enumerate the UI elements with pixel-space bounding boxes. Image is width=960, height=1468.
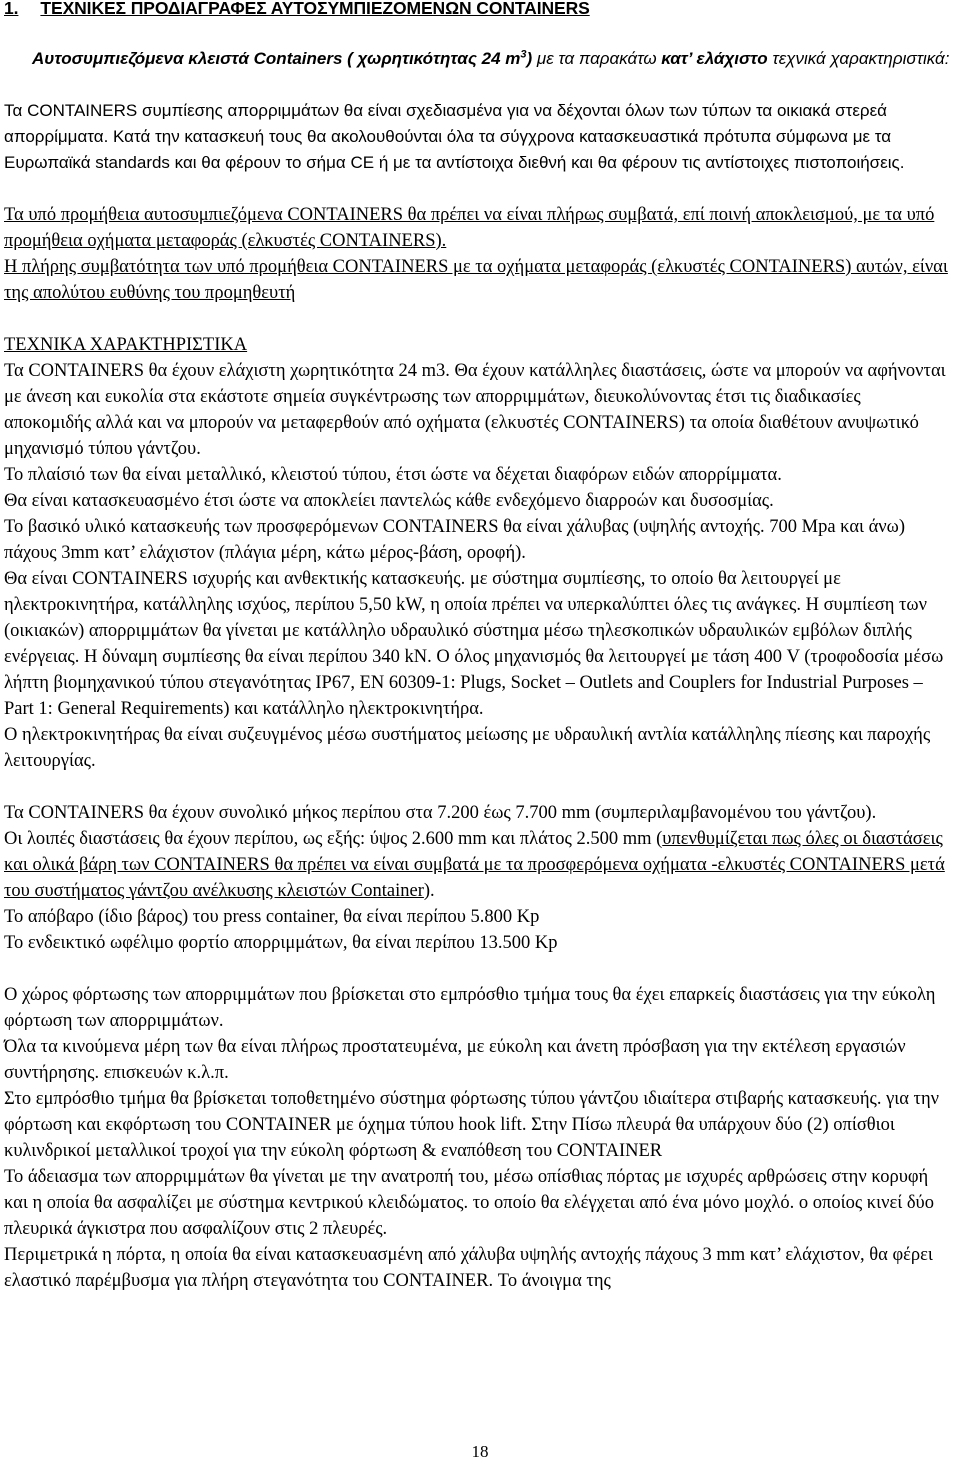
tech-paragraph-3: Θα είναι κατασκευασμένο έτσι ώστε να αποκλείει παντελώς κάθε ενδεχόμενο διαρροών και δυσοσμίας. — [4, 491, 774, 511]
tech-paragraph-4: Το βασικό υλικό κατασκευής των προσφερόμενων CONTAINERS θα είναι χάλυβας (υψηλής αντοχής. 700 Mpa και άνω) πάχους 3mm κατ’ ελάχιστον (πλάγια μέρη, κάτω μέρος-βάση, οροφή). — [4, 517, 906, 563]
paragraph-1: Τα CONTAINERS συμπίεσης απορριμμάτων θα είναι σχεδιασμένα για να δέχονται όλων των τύπων τα οικιακά στερεά απορρίμματα. Κατά την κατασκευή τους θα ακολουθούνται όλα τα σύγχρονα κατασκευαστικά πρότυπα σύμφωνα με τα Ευρωπαϊκά standards και θα φέρουν το σήμα CE ή με τα αντίστοιχα διεθνή και θα φέρουν τις αντίστοιχες πιστοποιήσεις. — [4, 101, 905, 172]
tech-paragraph-12: Όλα τα κινούμενα μέρη των θα είναι πλήρως προστατευμένα, με εύκολη και άνετη πρόσβαση για την εκτέλεση εργασιών συντήρησης. επισκευών κ.λ.π. — [4, 1037, 906, 1083]
paragraph-2: Τα υπό προμήθεια αυτοσυμπιεζόμενα CONTAINERS θα πρέπει να είναι πλήρως συμβατά, επί ποινή αποκλεισμού, με τα υπό προμήθεια οχήματα μεταφοράς (ελκυστές CONTAINERS). — [4, 205, 935, 251]
section-title: ΤΕΧΝΙΚΕΣ ΠΡΟΔΙΑΓΡΑΦΕΣ ΑΥΤΟΣΥΜΠΙΕΖΟΜΕΝΩΝ CONTAINERS — [40, 0, 590, 18]
intro-end: τεχνικά χαρακτηριστικά: — [767, 49, 950, 68]
paragraph-3: Η πλήρης συμβατότητα των υπό προμήθεια CONTAINERS με τα οχήματα μεταφοράς (ελκυστές CONTAINERS) αυτών, είναι της απολύτου ευθύνης του προμηθευτή — [4, 257, 948, 303]
compatibility-note: υπενθυμίζεται πως όλες οι διαστάσεις και ολικά βάρη των CONTAINERS θα πρέπει να είναι συμβατά με τα προσφερόμενα οχήματα -ελκυστές CONTAINERS μετά του συστήματος γάντζου ανέλκυσης κλειστών Container — [4, 829, 945, 901]
intro-bold-close: ) — [526, 49, 537, 68]
body-text — [4, 98, 952, 1294]
intro-superscript: 3 — [520, 48, 527, 61]
intro-middle: με τα παρακάτω — [536, 49, 662, 68]
tech-paragraph-15: Περιμετρικά η πόρτα, η οποία θα είναι κατασκευασμένη από χάλυβα υψηλής αντοχής πάχους 3 mm κατ’ ελάχιστον, θα φέρει ελαστικό παρέμβυσμα για πλήρη στεγανότητα του CONTAINER. Το άνοιγμα της — [4, 1245, 933, 1291]
intro-paragraph — [32, 46, 952, 72]
tech-heading: ΤΕΧΝΙΚΑ ΧΑΡΑΚΤΗΡΙΣΤΙΚΑ — [4, 335, 248, 355]
intro-bold-2: κατ’ ελάχιστο — [661, 49, 768, 68]
tech-paragraph-8 — [4, 826, 952, 904]
tech-paragraph-1: Τα CONTAINERS θα έχουν ελάχιστη χωρητικότητα 24 m3. Θα έχουν κατάλληλες διαστάσεις, ώστε να μπορούν να αφήνονται με άνεση και ευκολία στα εκάστοτε σημεία συγκέντρωσης των απορριμμάτων, διευκολύνοντας έτσι τις διαδικασίες αποκομιδής αλλά και να μπορούν να μεταφερθούν από οχήματα (ελκυστές CONTAINERS) τα οποία διαθέτουν ανυψωτικό μηχανισμό τύπου γάντζου. — [4, 361, 946, 459]
tech-paragraph-7: Τα CONTAINERS θα έχουν συνολικό μήκος περίπου στα 7.200 έως 7.700 mm (συμπεριλαμβανομένου του γάντζου). — [4, 803, 877, 823]
section-number: 1. — [4, 0, 19, 18]
page-number: 18 — [471, 1442, 489, 1461]
tech-paragraph-2: Το πλαίσιό των θα είναι μεταλλικό, κλειστού τύπου, έτσι ώστε να δέχεται διαφόρων ειδών απορρίμματα. — [4, 465, 782, 485]
tech-paragraph-9: Το απόβαρο (ίδιο βάρος) του press container, θα είναι περίπου 5.800 Kp — [4, 907, 540, 927]
dimensions-close: ). — [423, 881, 435, 901]
intro-bold: Αυτοσυμπιεζόμενα κλειστά Containers ( χωρητικότητας 24 m — [32, 49, 521, 68]
tech-paragraph-11: Ο χώρος φόρτωσης των απορριμμάτων που βρίσκεται στο εμπρόσθιο τμήμα τους θα έχει επαρκείς διαστάσεις για την εύκολη φόρτωση των απορριμμάτων. — [4, 985, 936, 1031]
tech-paragraph-13: Στο εμπρόσθιο τμήμα θα βρίσκεται τοποθετημένο σύστημα φόρτωσης τύπου γάντζου ιδιαίτερα στιβαρής κατασκευής. για την φόρτωση και εκφόρτωση του CONTAINER με όχημα τύπου hook lift. Στην Πίσω πλευρά θα υπάρχουν δύο (2) οπίσθιοι κυλινδρικοί μεταλλικοί τροχοί για την εύκολη φόρτωση & εναπόθεση του CONTAINER — [4, 1089, 940, 1161]
section-heading — [4, 0, 590, 19]
tech-paragraph-5: Θα είναι CONTAINERS ισχυρής και ανθεκτικής κατασκευής. με σύστημα συμπίεσης, το οποίο θα λειτουργεί με ηλεκτροκινητήρα, κατάλληλης ισχύος, περίπου 5,50 kW, η οποία πρέπει να υπερκαλύπτει όλες τις ανάγκες. Η συμπίεση των (οικιακών) απορριμμάτων θα γίνεται με κατάλληλο υδραυλικό σύστημα μέσω τηλεσκοπικών υδραυλικών εμβόλων διπλής ενέργειας. Η δύναμη συμπίεσης θα είναι περίπου 340 kN. Ο όλος μηχανισμός θα λειτουργεί με τάση 400 V (τροφοδοσία μέσω λήπτη βιομηχανικού τύπου στεγανότητας IP67, EN 60309-1: Plugs, Socket – Outlets and Couplers for Industrial Purposes – Part 1: General Requirements) και κατάλληλο ηλεκτροκινητήρα. — [4, 569, 944, 719]
tech-paragraph-14: Το άδειασμα των απορριμμάτων θα γίνεται με την ανατροπή του, μέσω οπίσθιας πόρτας με ισχυρές αρθρώσεις στην κορυφή και η οποία θα ασφαλίζει με σύστημα κεντρικού κλειδώματος. το οποίο θα ελέγχεται από ένα μόνο μοχλό. ο οποίος κινεί δύο πλευρικά άγκιστρα που ασφαλίζουν στις 2 πλευρές. — [4, 1167, 934, 1239]
dimensions-text: Οι λοιπές διαστάσεις θα έχουν περίπου, ως εξής: ύψος 2.600 mm και πλάτος 2.500 mm ( — [4, 829, 663, 849]
tech-paragraph-10: Το ενδεικτικό ωφέλιμο φορτίο απορριμμάτων, θα είναι περίπου 13.500 Kp — [4, 933, 558, 953]
tech-paragraph-6: Ο ηλεκτροκινητήρας θα είναι συζευγμένος μέσω συστήματος μείωσης με υδραυλική αντλία κατάλληλης πίεσης και παροχής λειτουργίας. — [4, 725, 931, 771]
